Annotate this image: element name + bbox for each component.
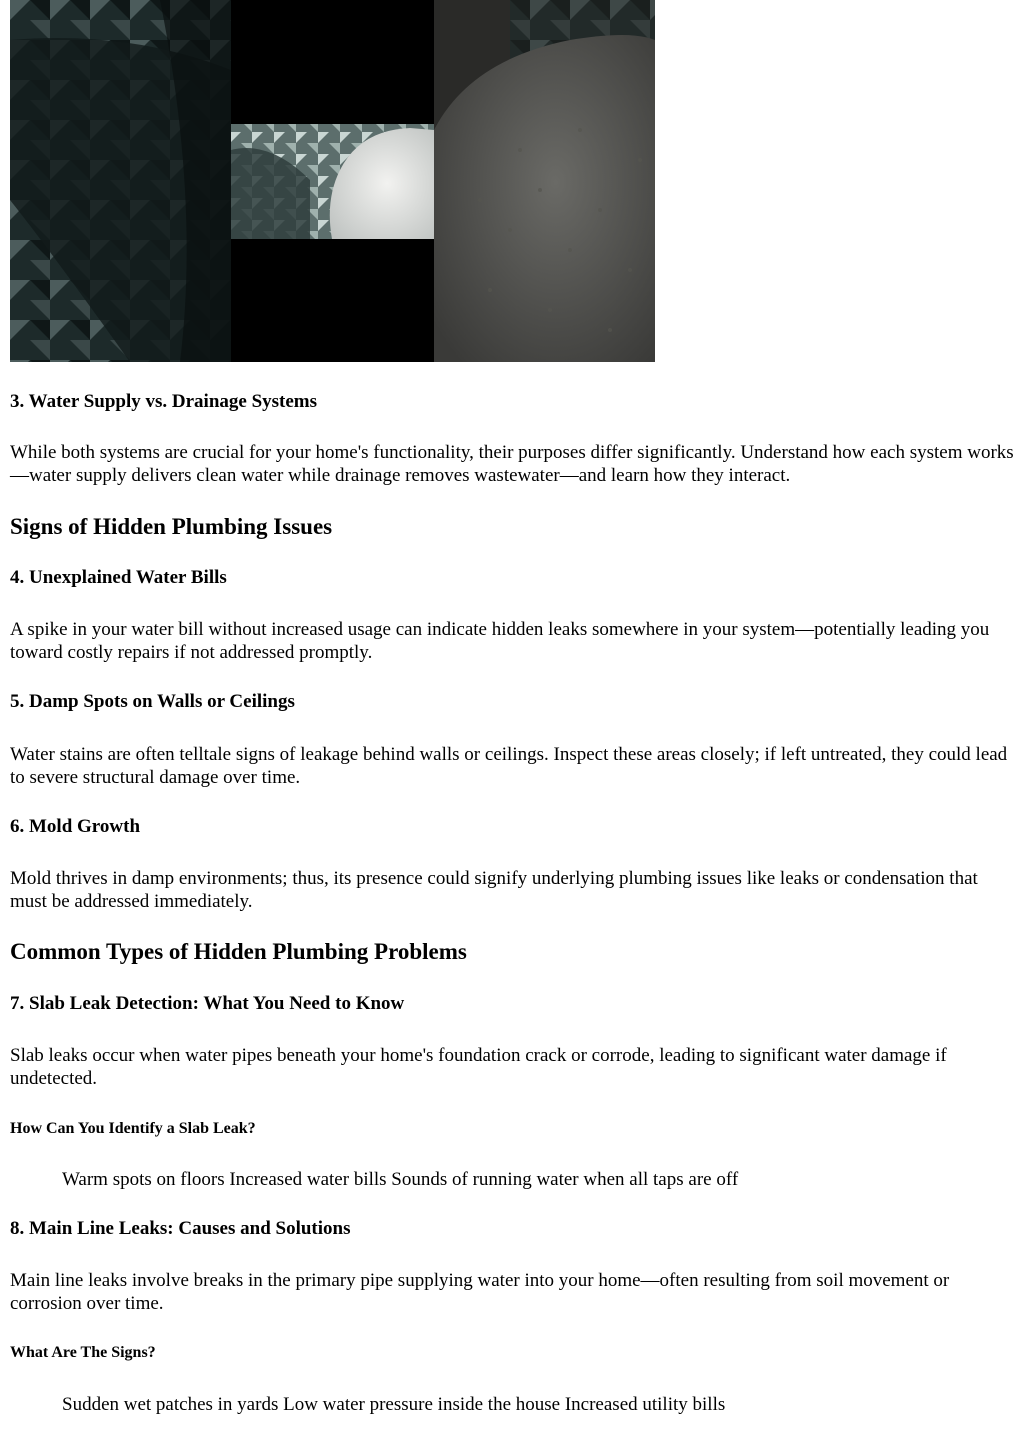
- main-line-heading: 8. Main Line Leaks: Causes and Solutions: [10, 1218, 351, 1239]
- slab-leak-paragraph: Slab leaks occur when water pipes beneath your home's foundation crack or corrode, leading to significant water damage if undetected.: [10, 1045, 947, 1089]
- mold-heading: 6. Mold Growth: [10, 816, 141, 837]
- signs-section-heading: Signs of Hidden Plumbing Issues: [10, 514, 333, 539]
- slab-signs-list: Warm spots on floors Increased water bills Sounds of running water when all taps are off: [62, 1169, 739, 1190]
- water-bills-paragraph: A spike in your water bill without increased usage can indicate hidden leaks somewhere in your system—potentially leading you toward costly repairs if not addressed promptly.: [10, 619, 990, 663]
- common-problems-heading: Common Types of Hidden Plumbing Problems: [10, 939, 467, 964]
- slab-leak-heading: 7. Slab Leak Detection: What You Need to Know: [10, 993, 405, 1014]
- water-supply-heading: 3. Water Supply vs. Drainage Systems: [10, 391, 318, 412]
- bathroom-toilet-photo-icon: [10, 0, 655, 362]
- main-signs-list: Sudden wet patches in yards Low water pressure inside the house Increased utility bills: [62, 1394, 726, 1415]
- damp-spots-paragraph: Water stains are often telltale signs of leakage behind walls or ceilings. Inspect these areas closely; if left untreated, they could lead to severe structural damage over time.: [10, 744, 1008, 788]
- damp-spots-heading: 5. Damp Spots on Walls or Ceilings: [10, 691, 295, 712]
- main-line-paragraph: Main line leaks involve breaks in the primary pipe supplying water into your home—often resulting from soil movement or corrosion over time.: [10, 1270, 950, 1314]
- mold-paragraph: Mold thrives in damp environments; thus, its presence could signify underlying plumbing issues like leaks or condensation that must be addressed immediately.: [10, 868, 978, 912]
- hero-image: [10, 0, 655, 362]
- water-bills-heading: 4. Unexplained Water Bills: [10, 567, 227, 588]
- main-signs-heading: What Are The Signs?: [10, 1344, 156, 1361]
- slab-identify-heading: How Can You Identify a Slab Leak?: [10, 1120, 256, 1137]
- water-supply-paragraph: While both systems are crucial for your home's functionality, their purposes differ significantly. Understand how each system works—water supply delivers clean water while drainage removes wastewater—and learn how they interact.: [10, 442, 1014, 486]
